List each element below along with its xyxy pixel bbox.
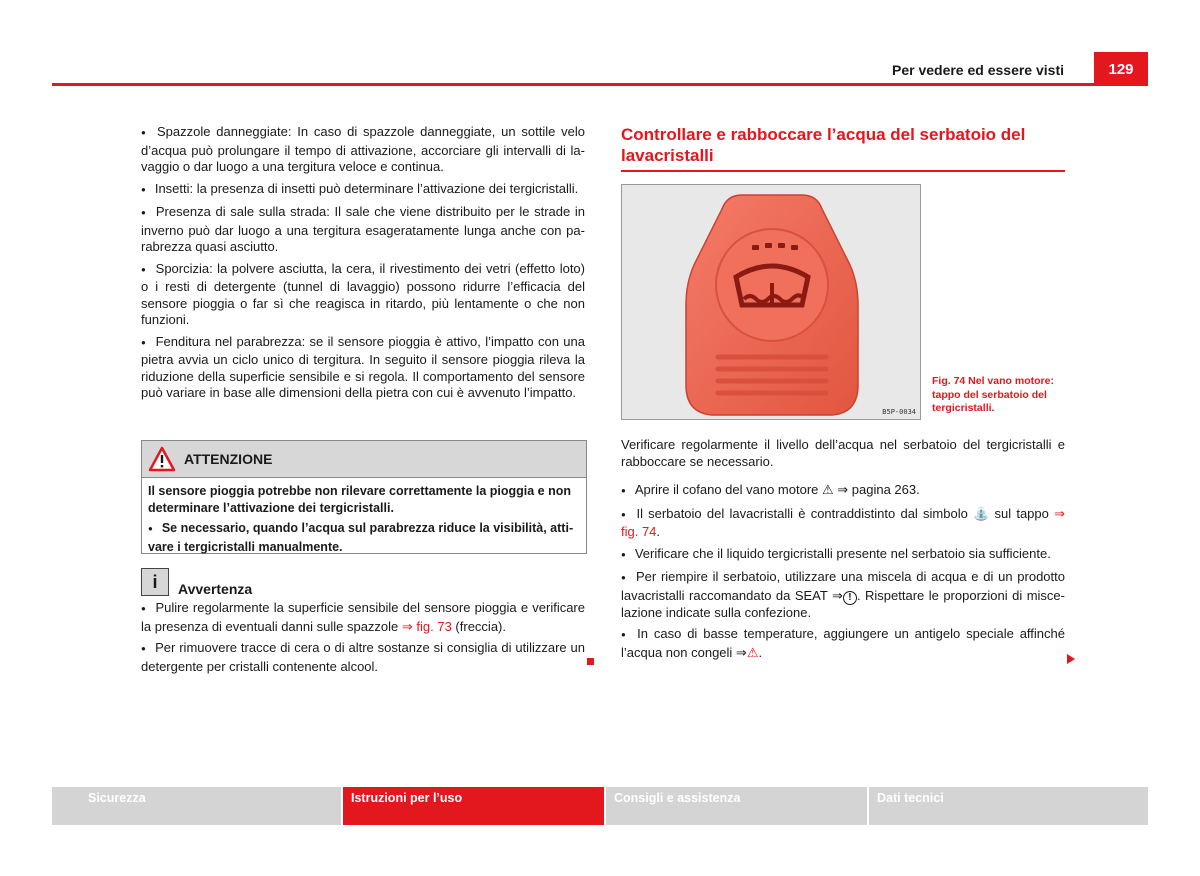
section-heading: Controllare e rabboccare l’acqua del serbatoio del lavacristalli xyxy=(621,124,1065,172)
footer-tab-dati-tecnici[interactable]: Dati tecnici xyxy=(869,787,1148,825)
list-item: ● Sporcizia: la polvere asciutta, la cera, il rivestimento dei vetri (effetto loto) o i resti di detergente (tunnel di lavaggio) possono ridurre l’efficacia del sensore pioggia o far sì che reagisca in ritardo, più lentamente o che non funzioni. xyxy=(141,261,585,329)
right-column-heading-wrap xyxy=(621,124,1065,172)
list-item: ● Per riempire il serbatoio, utilizzare una miscela di acqua e di un prodotto lavacristalli raccomandato da SEAT ⇒ ! . Rispettare le proporzioni di miscelazione indicate sulla confezione. xyxy=(621,569,1065,621)
right-column-text xyxy=(621,437,1065,666)
warning-title: ATTENZIONE xyxy=(184,451,273,467)
caution-circle-icon[interactable]: ! xyxy=(843,591,857,605)
list-item: ● Presenza di sale sulla strada: Il sale che viene distribuito per le strade in inverno può dar luogo a una tergitura esageratamente lunga anche con parabrezza quasi asciutto. xyxy=(141,204,585,256)
list-item: ● Per rimuovere tracce di cera o di altre sostanze si consiglia di utilizzare un detergente per cristalli contenente alcool. xyxy=(141,640,585,675)
info-icon: i xyxy=(141,568,169,596)
list-item: ● Fenditura nel parabrezza: se il sensore pioggia è attivo, l’impatto con una pietra avvia un ciclo unico di tergitura. In seguito il sensore pioggia rileva la riduzione della superficie sensibile e si regola. Il comportamento del sensore può variare in base alle dimensioni della pietra con cui è avvenuto l’impatto. xyxy=(141,334,585,402)
warning-text: Il sensore pioggia potrebbe non rilevare correttamente la pioggia e non determinare l’attivazione dei tergicristalli. xyxy=(148,484,572,515)
list-item: ● Verificare che il liquido tergicristalli presente nel serbatoio sia sufficiente. xyxy=(621,546,1065,565)
warning-small-icon: ⚠ xyxy=(822,482,834,497)
washer-cap-illustration xyxy=(622,185,920,419)
warning-header xyxy=(142,441,586,478)
warning-triangle-icon xyxy=(148,446,176,472)
figure-link[interactable]: ⇒ fig. 73 xyxy=(401,618,452,634)
note-header xyxy=(141,568,252,596)
left-column xyxy=(141,124,585,407)
continue-arrow-icon xyxy=(1067,654,1075,664)
list-item: ● In caso di basse temperature, aggiungere un antigelo speciale affinché l’acqua non congeli ⇒⚠. xyxy=(621,626,1065,661)
header-section-title: Per vedere ed essere visti xyxy=(891,62,1064,78)
washer-fluid-icon: ⛲ xyxy=(973,505,990,521)
figure-caption: Fig. 74 Nel vano motore: tappo del serbatoio del tergicristalli. xyxy=(932,375,1054,414)
note-title: Avvertenza xyxy=(178,581,253,597)
footer-tab-consigli[interactable]: Consigli e assistenza xyxy=(606,787,867,825)
header-rule xyxy=(52,83,1148,86)
list-item: ● Spazzole danneggiate: In caso di spazzole danneggiate, un sottile velo d’acqua può prolungare il tempo di attivazione, accorciare gli intervalli di lavaggio o dar luogo a una tergitura veloce e continua. xyxy=(141,124,585,176)
figure-image xyxy=(621,184,921,420)
list-item: ● Insetti: la presenza di insetti può determinare l’attivazione dei tergicristalli. xyxy=(141,181,585,200)
note-body xyxy=(141,600,585,680)
list-item: ● Pulire regolarmente la superficie sensibile del sensore pioggia e verificare la presenza di eventuali danni sulle spazzole ⇒ fig. 73 (freccia). xyxy=(141,600,585,635)
intro-paragraph: Verificare regolarmente il livello dell’acqua nel serbatoio del tergicristalli e rabboccare se necessario. xyxy=(621,437,1065,469)
list-item: ● Aprire il cofano del vano motore ⚠ ⇒ pagina 263. xyxy=(621,482,1065,501)
section-end-marker xyxy=(587,658,594,665)
page-number: 129 xyxy=(1094,52,1148,86)
warning-link-icon[interactable]: ⚠ xyxy=(746,644,759,660)
warning-bullet: ● Se necessario, quando l’acqua sul parabrezza riduce la visibilità, attivare i tergicristalli manualmente. xyxy=(148,520,580,555)
warning-box xyxy=(141,440,587,554)
figure-code: B5P-0034 xyxy=(882,408,916,416)
figure-link[interactable]: ⇒ fig. 74 xyxy=(621,505,1065,539)
footer-tab-sicurezza[interactable]: Sicurezza xyxy=(52,787,341,825)
list-item: ● Il serbatoio del lavacristalli è contraddistinto dal simbolo ⛲ sul tappo ⇒ fig. 74. xyxy=(621,506,1065,541)
footer-tab-istruzioni[interactable]: Istruzioni per l’uso xyxy=(343,787,604,825)
